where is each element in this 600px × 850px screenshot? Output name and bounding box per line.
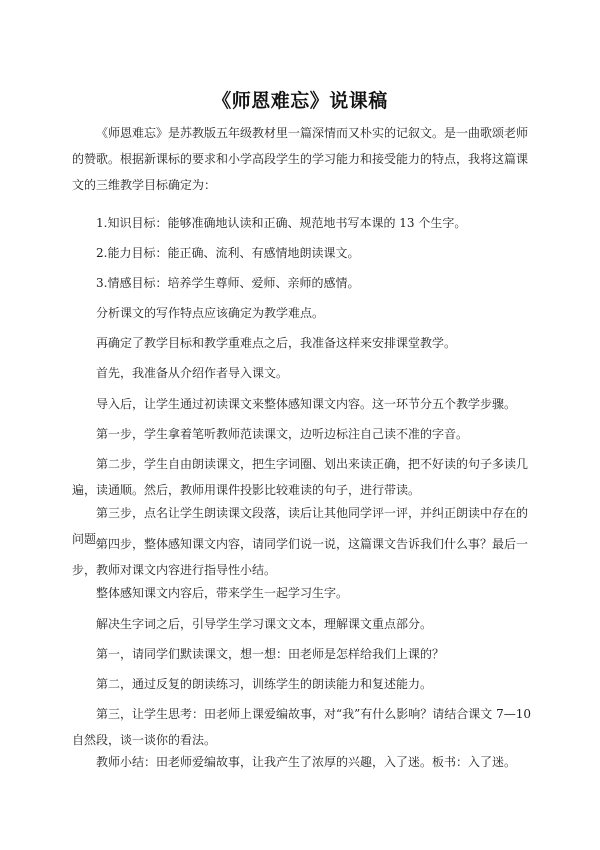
paragraph-difficulty: 分析课文的写作特点应该确定为教学难点。 [96, 306, 325, 320]
paragraph-step-one: 第一步，学生拿着笔听教师范读课文，边听边标注自己读不准的字音。 [96, 427, 469, 441]
paragraph-introduce-author: 首先，我准备从介绍作者导入课文。 [96, 366, 289, 380]
paragraph-emotion-goal: 3.情感目标：培养学生尊师、爱师、亲师的感情。 [96, 276, 360, 290]
paragraph-study-text: 解决生字词之后，引导学生学习课文文本，理解课文重点部分。 [96, 617, 433, 631]
document-title: 《师恩难忘》说课稿 [212, 90, 388, 112]
paragraph-second-task: 第二，通过反复的朗读练习，训练学生的朗读能力和复述能力。 [96, 677, 433, 691]
paragraph-step-four: 第四步，整体感知课文内容，请同学们说一说，这篇课文告诉我们什么事？最后一步，教师对课文内容进行指导性小结。 [72, 537, 529, 577]
paragraph-arrangement: 再确定了教学目标和教学重难点之后，我准备这样来安排课堂教学。 [96, 336, 457, 350]
paragraph-teacher-summary: 教师小结：田老师爱编故事，让我产生了浓厚的兴趣，入了迷。板书：入了迷。 [96, 755, 517, 769]
paragraph-first-task: 第一，请同学们默读课文，想一想：田老师是怎样给我们上课的？ [96, 647, 445, 661]
paragraph-first-reading: 导入后，让学生通过初读课文来整体感知课文内容。这一环节分五个教学步骤。 [96, 397, 517, 411]
paragraph-third-task: 第三，让学生思考：田老师上课爱编故事，对“我”有什么影响？请结合课文 7—10 自然段，谈一谈你的看法。 [72, 707, 531, 747]
paragraph-learn-characters: 整体感知课文内容后，带来学生一起学习生字。 [96, 586, 349, 600]
paragraph-step-two: 第二步，学生自由朗读课文，把生字词圈、划出来读正确，把不好读的句子多读几遍，读通顺。然后，教师用课件投影比较难读的句子，进行带读。 [72, 457, 529, 497]
paragraph-ability-goal: 2.能力目标：能正确、流利、有感情地朗读课文。 [96, 246, 360, 260]
paragraph-knowledge-goal: 1.知识目标：能够准确地认读和正确、规范地书写本课的 13 个生字。 [96, 216, 467, 230]
paragraph-step-three: 第三步，点名让学生朗读课文段落，读后让其他同学评一评，并纠正朗读中存在的问题。 [72, 506, 529, 546]
paragraph-intro: 《师恩难忘》是苏教版五年级教材里一篇深情而又朴实的记叙文。是一曲歌颂老师的赞歌。根据新课标的要求和小学高段学生的学习能力和接受能力的特点，我将这篇课文的三维教学目标确定为： [72, 126, 529, 192]
